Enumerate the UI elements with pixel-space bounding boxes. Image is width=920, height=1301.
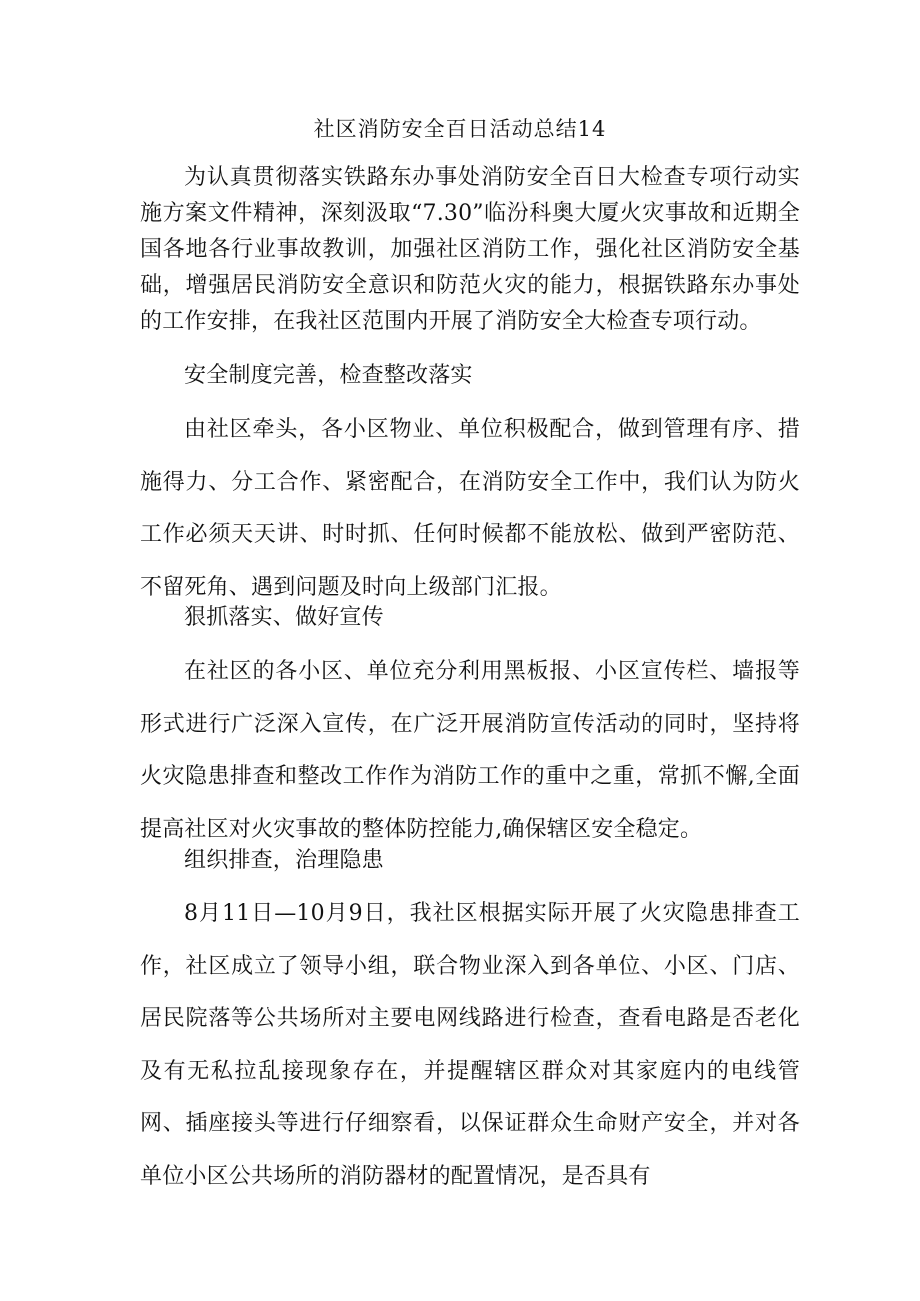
section-body-1: 由社区牵头，各小区物业、单位积极配合，做到管理有序、措施得力、分工合作、紧密配合，在消防安全工作中，我们认为防火工作必须天天讲、时时抓、任何时候都不能放松、做到严密防范、不留死角、遇到问题及时向上级部门汇报。 <box>140 417 800 600</box>
section-heading-2: 狠抓落实、做好宣传 <box>184 605 384 630</box>
section-heading-1: 安全制度完善，检查整改落实 <box>184 363 473 388</box>
intro-paragraph: 为认真贯彻落实铁路东办事处消防安全百日大检查专项行动实施方案文件精神，深刻汲取“7.30”临汾科奥大厦火灾事故和近期全国各地各行业事故教训，加强社区消防工作，强化社区消防安全基础，增强居民消防安全意识和防范火灾的能力，根据铁路东办事处的工作安排，在我社区范围内开展了消防安全大检查专项行动。 <box>140 165 800 334</box>
section-body-3: 8月11日—10月9日，我社区根据实际开展了火灾隐患排查工作，社区成立了领导小组，联合物业深入到各单位、小区、门店、居民院落等公共场所对主要电网线路进行检查，查看电路是否老化及有无私拉乱接现象存在，并提醒辖区群众对其家庭内的电线管网、插座接头等进行仔细察看，以保证群众生命财产安全，并对各单位小区公共场所的消防器材的配置情况，是否具有 <box>140 901 800 1189</box>
section-heading-3: 组织排查，治理隐患 <box>184 848 384 873</box>
document-title: 社区消防安全百日活动总结14 <box>313 117 607 141</box>
section-body-2: 在社区的各小区、单位充分利用黑板报、小区宣传栏、墙报等形式进行广泛深入宣传，在广泛开展消防宣传活动的同时，坚持将火灾隐患排查和整改工作作为消防工作的重中之重，常抓不懈,全面提高社区对火灾事故的整体防控能力,确保辖区安全稳定。 <box>140 659 800 842</box>
